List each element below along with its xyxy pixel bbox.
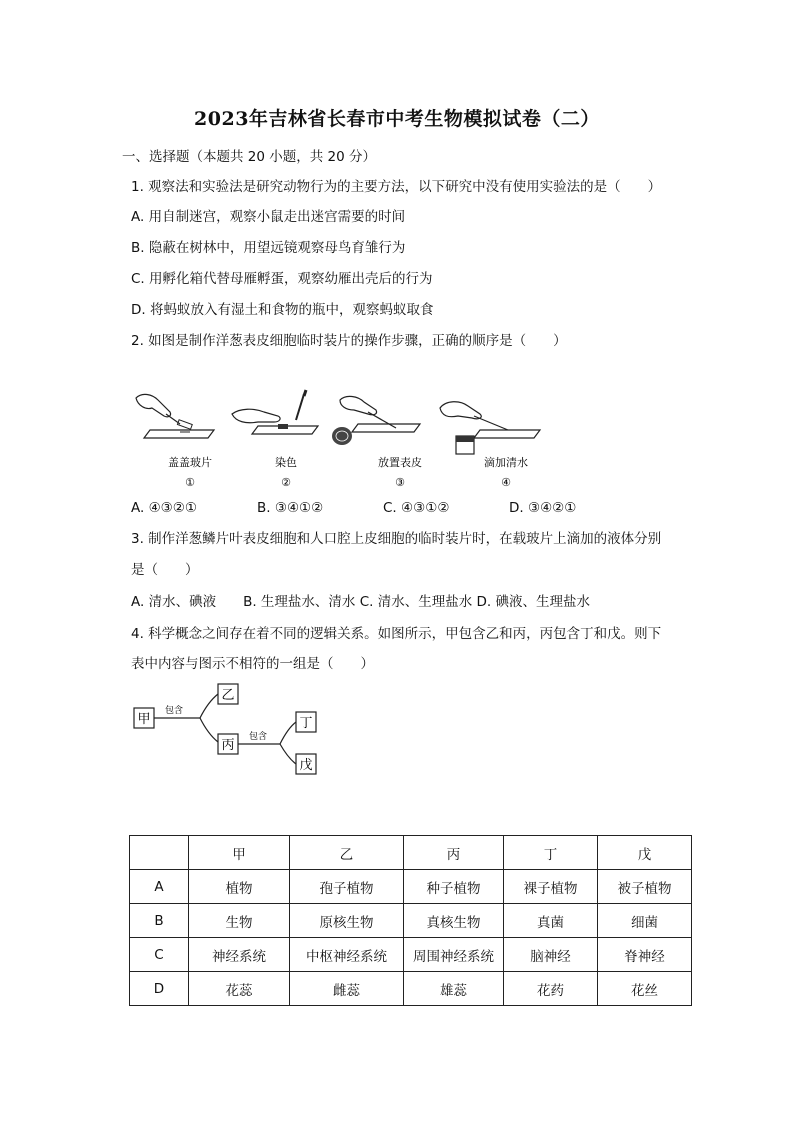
table-cell: 细菌 bbox=[598, 904, 692, 938]
table-header-row bbox=[130, 836, 692, 870]
table-cell: 脑神经 bbox=[504, 938, 598, 972]
table-cell: 雌蕊 bbox=[290, 972, 404, 1006]
table-cell: 花药 bbox=[504, 972, 598, 1006]
table-cell: 生物 bbox=[189, 904, 290, 938]
table-header-cell: 丙 bbox=[404, 836, 504, 870]
table-cell: 种子植物 bbox=[404, 870, 504, 904]
label-wu: 戊 bbox=[299, 758, 313, 773]
table-row bbox=[130, 870, 692, 904]
table-row bbox=[130, 938, 692, 972]
table-cell: D bbox=[130, 972, 189, 1006]
table-cell: B bbox=[130, 904, 189, 938]
section-heading: 一、选择题（本题共 20 小题，共 20 分） bbox=[122, 149, 377, 165]
table-cell: 中枢神经系统 bbox=[290, 938, 404, 972]
step4-label: 滴加清水 bbox=[484, 456, 528, 469]
contains-label-1: 包含 bbox=[164, 706, 184, 716]
table-header-cell: 丁 bbox=[504, 836, 598, 870]
label-yi: 乙 bbox=[221, 688, 235, 703]
q4-options-table bbox=[129, 835, 692, 1006]
q3-stem-line1: 3. 制作洋葱鳞片叶表皮细胞和人口腔上皮细胞的临时装片时，在载玻片上滴加的液体分别 bbox=[131, 531, 662, 547]
q2-option-b: B. ③④①② bbox=[257, 500, 324, 516]
step1-number: ① bbox=[185, 476, 195, 489]
step3-number: ③ bbox=[395, 476, 405, 489]
q4-stem-line2: 表中内容与图示不相符的一组是（ ） bbox=[131, 656, 374, 672]
step-staining-drawing bbox=[232, 390, 318, 434]
label-ding: 丁 bbox=[299, 716, 313, 731]
table-cell: 脊神经 bbox=[598, 938, 692, 972]
table-cell: 花蕊 bbox=[189, 972, 290, 1006]
table-cell: 真核生物 bbox=[404, 904, 504, 938]
table-cell: 雄蕊 bbox=[404, 972, 504, 1006]
q2-option-d: D. ③④②① bbox=[509, 500, 577, 516]
step-cover-slip-drawing bbox=[136, 394, 214, 438]
q3-stem-line2: 是（ ） bbox=[131, 562, 199, 578]
label-bing: 丙 bbox=[221, 738, 235, 753]
table-cell: 裸子植物 bbox=[504, 870, 598, 904]
table-cell: C bbox=[130, 938, 189, 972]
table-row bbox=[130, 904, 692, 938]
step4-number: ④ bbox=[501, 476, 511, 489]
table-cell: 植物 bbox=[189, 870, 290, 904]
contains-label-2: 包含 bbox=[248, 732, 268, 742]
table-cell: 原核生物 bbox=[290, 904, 404, 938]
table-cell: 真菌 bbox=[504, 904, 598, 938]
table-cell: 花丝 bbox=[598, 972, 692, 1006]
table-cell: 孢子植物 bbox=[290, 870, 404, 904]
q1-stem: 1. 观察法和实验法是研究动物行为的主要方法，以下研究中没有使用实验法的是（ ） bbox=[131, 179, 662, 195]
table-header-cell: 乙 bbox=[290, 836, 404, 870]
label-jia: 甲 bbox=[137, 712, 151, 727]
concept-relation-diagram bbox=[128, 680, 328, 780]
step1-label: 盖盖玻片 bbox=[168, 456, 212, 469]
q1-option-c: C. 用孵化箱代替母雁孵蛋，观察幼雁出壳后的行为 bbox=[131, 271, 433, 287]
table-cell: A bbox=[130, 870, 189, 904]
step2-label: 染色 bbox=[275, 456, 297, 469]
q1-option-a: A. 用自制迷宫，观察小鼠走出迷宫需要的时间 bbox=[131, 209, 406, 225]
step3-label: 放置表皮 bbox=[378, 456, 422, 469]
step-adding-water-drawing bbox=[440, 402, 540, 454]
table-cell: 神经系统 bbox=[189, 938, 290, 972]
slide-preparation-figure bbox=[128, 386, 543, 494]
table-header-cell: 甲 bbox=[189, 836, 290, 870]
step-placing-drawing bbox=[332, 396, 420, 445]
table-row bbox=[130, 972, 692, 1006]
table-header-cell bbox=[130, 836, 189, 870]
table-cell: 被子植物 bbox=[598, 870, 692, 904]
q3-options: A. 清水、碘液 B. 生理盐水、清水 C. 清水、生理盐水 D. 碘液、生理盐水 bbox=[131, 594, 590, 610]
q2-option-a: A. ④③②① bbox=[131, 500, 197, 516]
table-cell: 周围神经系统 bbox=[404, 938, 504, 972]
step2-number: ② bbox=[281, 476, 291, 489]
q2-option-c: C. ④③①② bbox=[383, 500, 450, 516]
q2-stem: 2. 如图是制作洋葱表皮细胞临时装片的操作步骤，正确的顺序是（ ） bbox=[131, 333, 567, 349]
q1-option-b: B. 隐蔽在树林中，用望远镜观察母鸟育雏行为 bbox=[131, 240, 406, 256]
q4-stem-line1: 4. 科学概念之间存在着不同的逻辑关系。如图所示，甲包含乙和丙，丙包含丁和戊。则下 bbox=[131, 626, 662, 642]
page-title: 2023年吉林省长春市中考生物模拟试卷（二） bbox=[194, 108, 600, 130]
table-header-cell: 戊 bbox=[598, 836, 692, 870]
q1-option-d: D. 将蚂蚁放入有湿土和食物的瓶中，观察蚂蚁取食 bbox=[131, 302, 434, 318]
